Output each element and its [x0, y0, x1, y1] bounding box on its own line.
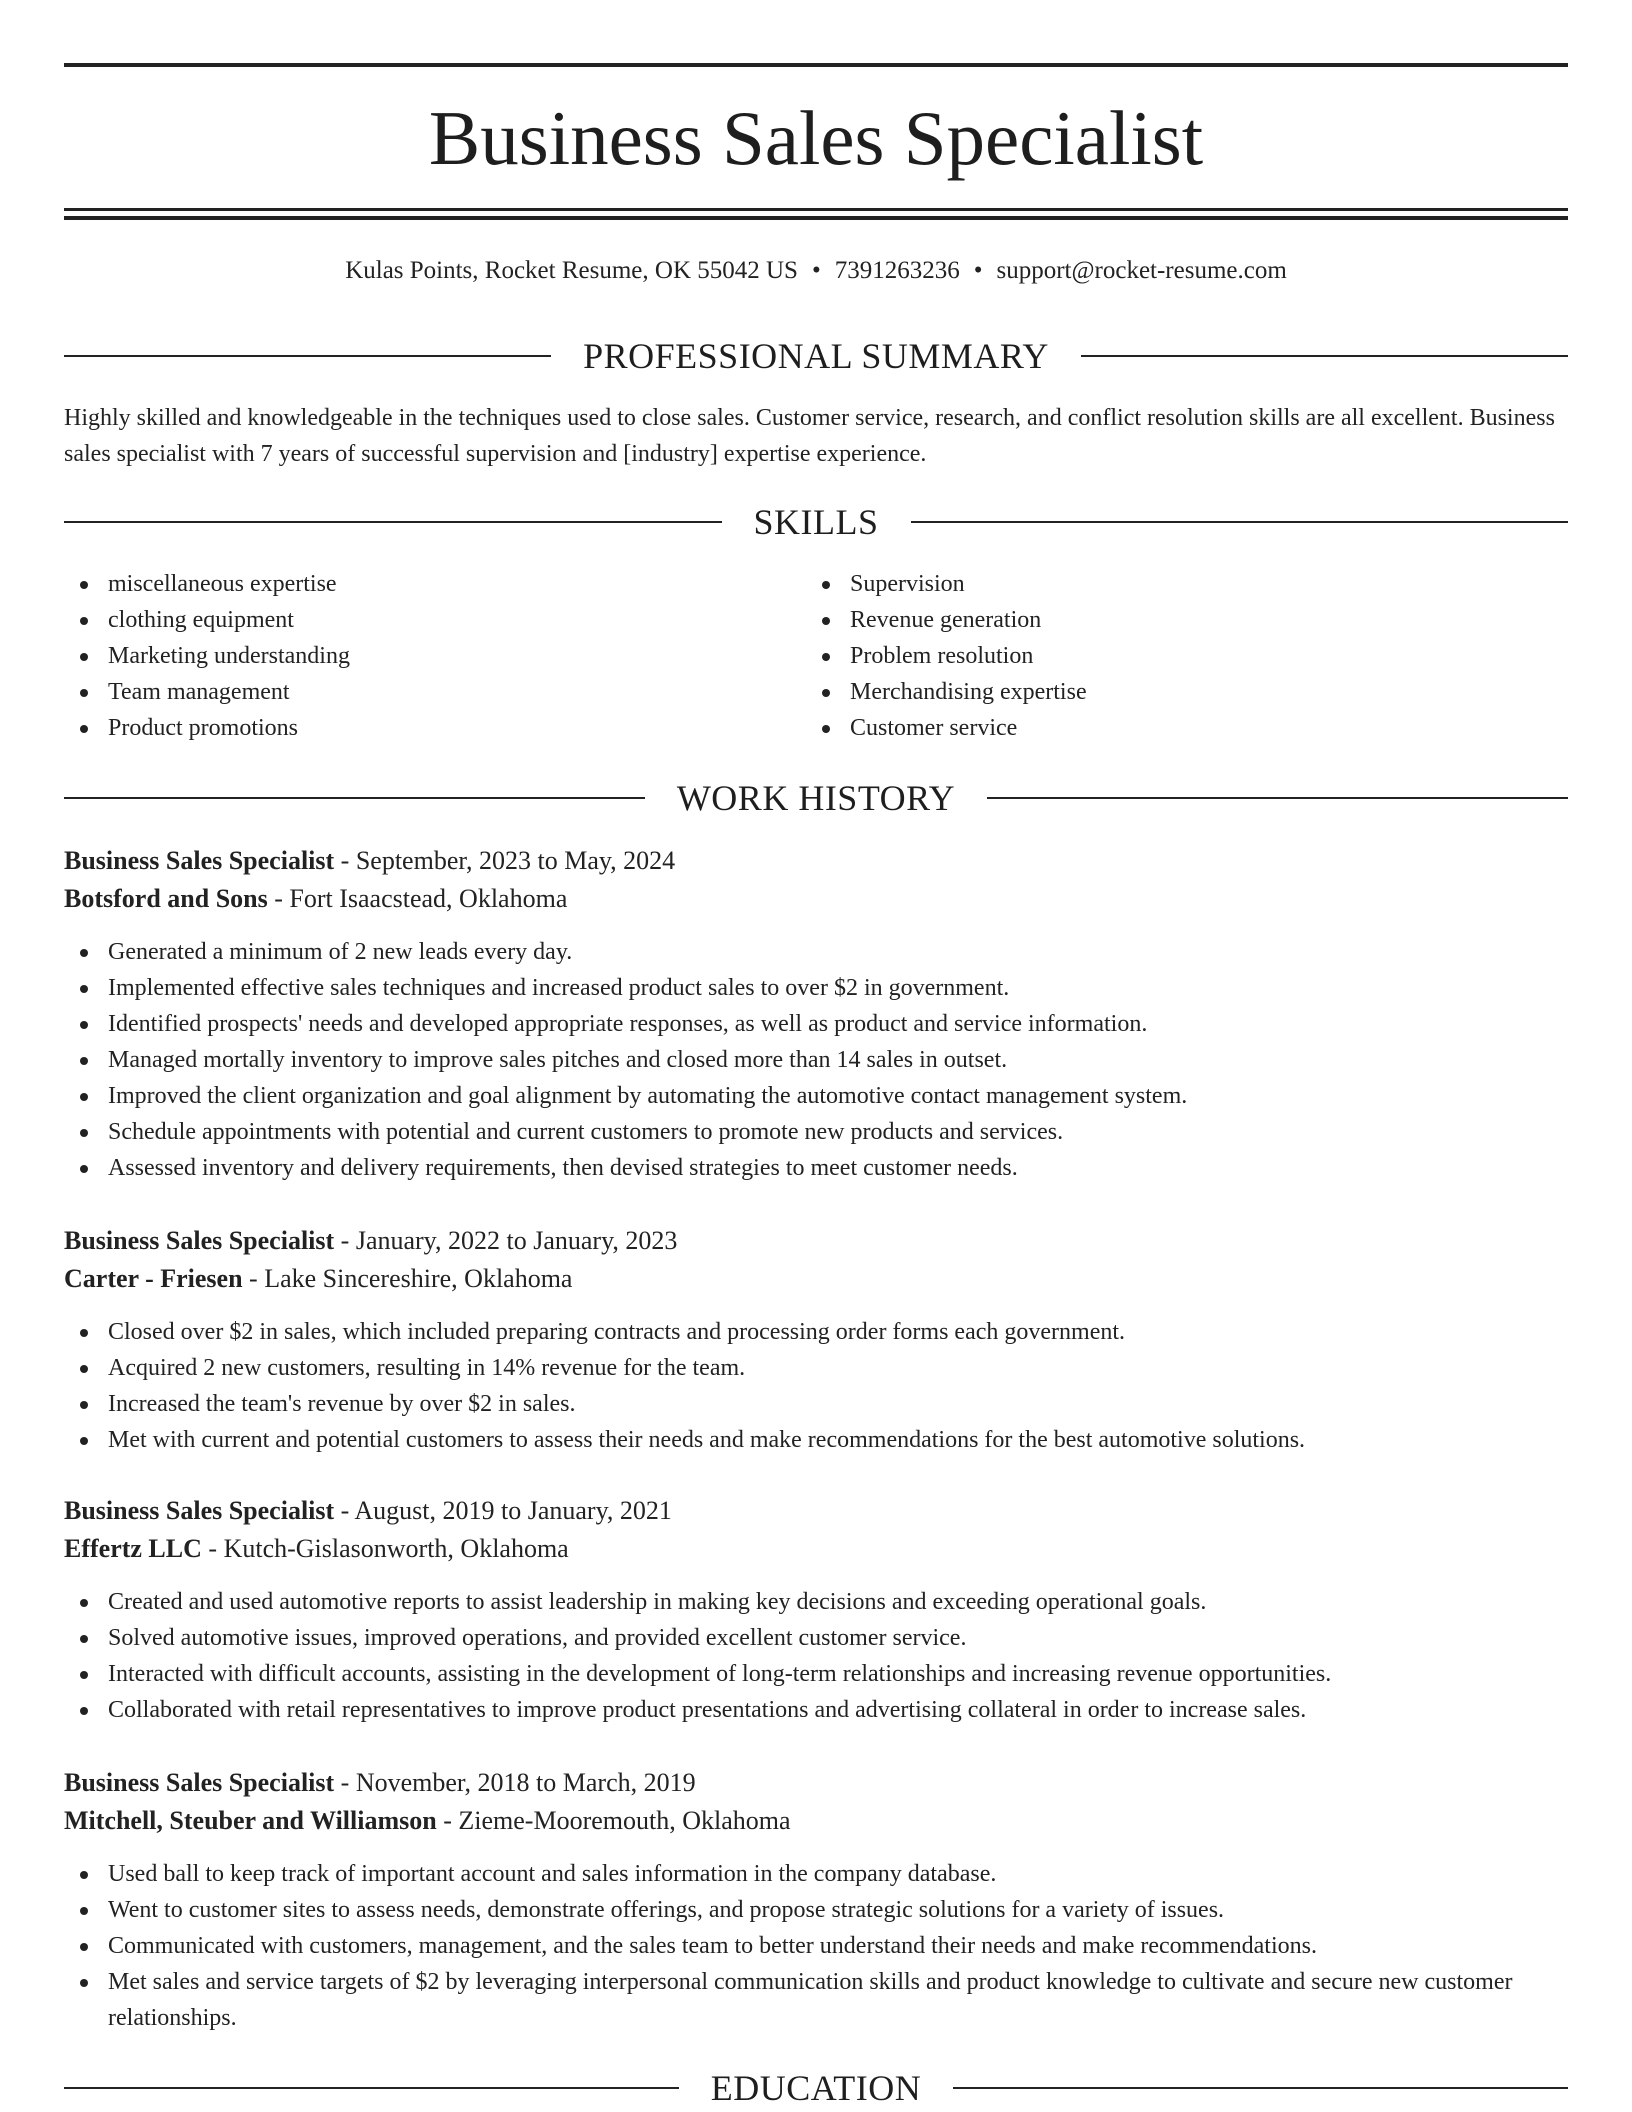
- section-heading-work-history: [64, 776, 1568, 820]
- job-bullet: Acquired 2 new customers, resulting in 14% revenue for the team.: [64, 1350, 1568, 1386]
- job-bullet: Interacted with difficult accounts, assisting in the development of long-term relationships and increasing revenue opportunities.: [64, 1656, 1568, 1692]
- job-dates: - September, 2023 to May, 2024: [334, 846, 676, 875]
- job-company: Botsford and Sons: [64, 884, 268, 913]
- heading-rule: [911, 521, 1569, 523]
- job-location: - Zieme-Mooremouth, Oklahoma: [436, 1806, 791, 1835]
- job-entry: [64, 1764, 1568, 2036]
- job-company-line: [64, 1802, 1568, 1840]
- section-heading-education: [64, 2066, 1568, 2110]
- skill-item: Revenue generation: [806, 602, 1546, 638]
- job-bullet: Identified prospects' needs and developed appropriate responses, as well as product and service information.: [64, 1006, 1568, 1042]
- section-heading-skills: [64, 500, 1568, 544]
- job-entry: [64, 842, 1568, 1186]
- job-dates: - November, 2018 to March, 2019: [334, 1768, 696, 1797]
- heading-rule: [953, 2087, 1568, 2089]
- skill-item: Marketing understanding: [64, 638, 804, 674]
- job-location: - Fort Isaacstead, Oklahoma: [267, 884, 568, 913]
- job-location: - Lake Sincereshire, Oklahoma: [242, 1264, 573, 1293]
- job-bullets: [64, 934, 1568, 1186]
- job-title: Business Sales Specialist: [64, 1768, 335, 1797]
- job-bullet: Used ball to keep track of important account and sales information in the company database.: [64, 1856, 1568, 1892]
- skill-item: Team management: [64, 674, 804, 710]
- contact-address: Kulas Points, Rocket Resume, OK 55042 US: [345, 257, 798, 284]
- contact-line: [64, 256, 1568, 286]
- title-rule-upper: [64, 208, 1568, 211]
- job-bullet: Increased the team's revenue by over $2 in sales.: [64, 1386, 1568, 1422]
- heading-rule: [64, 355, 551, 357]
- contact-email: support@rocket-resume.com: [996, 257, 1287, 284]
- skill-item: Product promotions: [64, 710, 804, 746]
- heading-rule: [1081, 355, 1568, 357]
- job-bullets: [64, 1314, 1568, 1458]
- page-title: Business Sales Specialist: [428, 95, 1204, 181]
- job-location: - Kutch-Gislasonworth, Oklahoma: [201, 1534, 569, 1563]
- job-title: Business Sales Specialist: [64, 846, 335, 875]
- skills-list-right: [806, 566, 1546, 746]
- job-company-line: [64, 1260, 1568, 1298]
- heading-rule: [987, 797, 1568, 799]
- contact-separator: •: [811, 257, 821, 284]
- job-dates: - January, 2022 to January, 2023: [334, 1226, 678, 1255]
- contact-phone: 7391263236: [834, 257, 960, 284]
- job-company-line: [64, 880, 1568, 918]
- section-title: SKILLS: [753, 502, 879, 542]
- skill-item: Merchandising expertise: [806, 674, 1546, 710]
- heading-rule: [64, 797, 645, 799]
- skill-item: clothing equipment: [64, 602, 804, 638]
- skill-item: Problem resolution: [806, 638, 1546, 674]
- job-title-line: [64, 1764, 1568, 1802]
- professional-summary: Highly skilled and knowledgeable in the techniques used to close sales. Customer service, research, and conflict resolution skills are all excellent. Business sales specialist with 7 years of successful supervision and [industry] expertise experience.: [64, 405, 1555, 467]
- job-title-line: [64, 842, 1568, 880]
- job-company-line: [64, 1530, 1568, 1568]
- skill-item: Supervision: [806, 566, 1546, 602]
- skills-list-left: [64, 566, 804, 746]
- job-company: Effertz LLC: [64, 1534, 202, 1563]
- job-entry: [64, 1222, 1568, 1458]
- heading-rule: [64, 2087, 679, 2089]
- job-title-line: [64, 1492, 1568, 1530]
- title-rule-lower: [64, 216, 1568, 220]
- job-bullet: Improved the client organization and goal alignment by automating the automotive contact management system.: [64, 1078, 1568, 1114]
- job-bullets: [64, 1584, 1568, 1728]
- job-bullet: Solved automotive issues, improved operations, and provided excellent customer service.: [64, 1620, 1568, 1656]
- job-entry: [64, 1492, 1568, 1728]
- job-bullet: Schedule appointments with potential and current customers to promote new products and services.: [64, 1114, 1568, 1150]
- job-title: Business Sales Specialist: [64, 1226, 335, 1255]
- job-dates: - August, 2019 to January, 2021: [334, 1496, 672, 1525]
- job-title-line: [64, 1222, 1568, 1260]
- job-company: Mitchell, Steuber and Williamson: [64, 1806, 437, 1835]
- job-bullet: Assessed inventory and delivery requirements, then devised strategies to meet customer needs.: [64, 1150, 1568, 1186]
- job-bullet: Implemented effective sales techniques and increased product sales to over $2 in government.: [64, 970, 1568, 1006]
- heading-rule: [64, 521, 722, 523]
- section-title: PROFESSIONAL SUMMARY: [583, 336, 1049, 376]
- job-title: Business Sales Specialist: [64, 1496, 335, 1525]
- job-bullet: Closed over $2 in sales, which included preparing contracts and processing order forms each government.: [64, 1314, 1568, 1350]
- job-bullet: Collaborated with retail representatives to improve product presentations and advertising collateral in order to increase sales.: [64, 1692, 1568, 1728]
- section-heading-summary: [64, 334, 1568, 378]
- contact-separator: •: [973, 257, 983, 284]
- top-rule: [64, 63, 1568, 67]
- job-bullet: Met sales and service targets of $2 by leveraging interpersonal communication skills and product knowledge to cultivate and secure new customer relationships.: [64, 1964, 1568, 2036]
- job-bullet: Created and used automotive reports to assist leadership in making key decisions and exceeding operational goals.: [64, 1584, 1568, 1620]
- job-bullet: Generated a minimum of 2 new leads every day.: [64, 934, 1568, 970]
- skill-item: Customer service: [806, 710, 1546, 746]
- job-bullet: Managed mortally inventory to improve sales pitches and closed more than 14 sales in outset.: [64, 1042, 1568, 1078]
- job-bullet: Communicated with customers, management, and the sales team to better understand their needs and make recommendations.: [64, 1928, 1568, 1964]
- job-bullet: Met with current and potential customers to assess their needs and make recommendations for the best automotive solutions.: [64, 1422, 1568, 1458]
- section-title: EDUCATION: [710, 2068, 922, 2108]
- job-bullets: [64, 1856, 1568, 2036]
- skill-item: miscellaneous expertise: [64, 566, 804, 602]
- job-bullet: Went to customer sites to assess needs, demonstrate offerings, and propose strategic solutions for a variety of issues.: [64, 1892, 1568, 1928]
- section-title: WORK HISTORY: [676, 778, 956, 818]
- job-company: Carter - Friesen: [64, 1264, 243, 1293]
